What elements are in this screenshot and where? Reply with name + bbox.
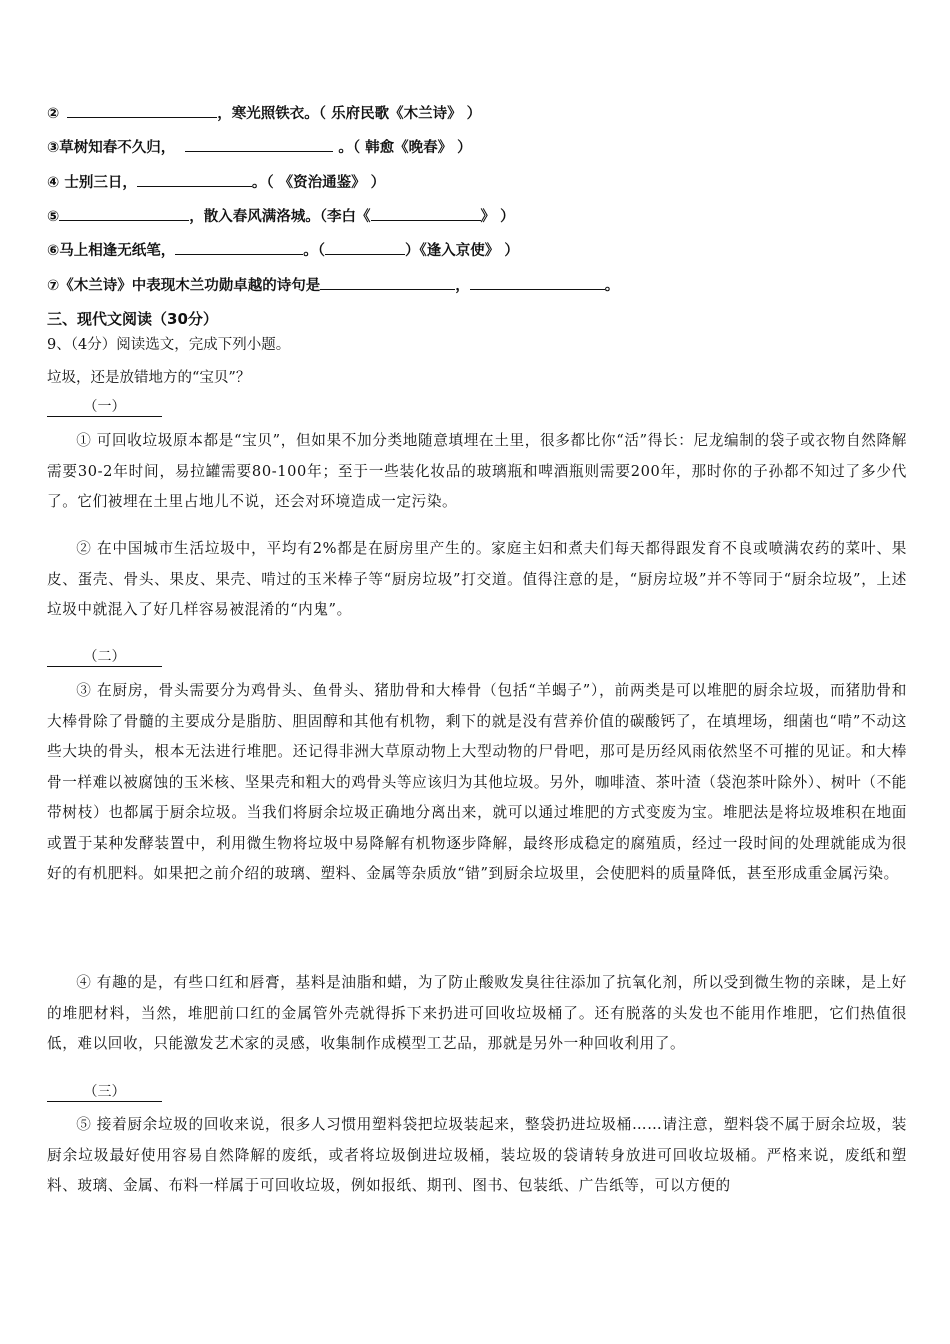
poem-item-text: 。（ 《资治通鉴》 ） xyxy=(251,175,386,191)
poem-item-lead: ⑤ xyxy=(47,209,60,225)
paragraph-5: ⑤ 接着厨余垃圾的回收来说，很多人习惯用塑料袋把垃圾装起来，整袋扔进垃圾桶……请注意，塑料袋不属于厨余垃圾，装厨余垃圾最好使用容易自然降解的废纸，或者将垃圾倒进垃圾桶，装垃圾的袋请转身放进可回收垃圾桶。严格来说，废纸和塑料、玻璃、金属、布料一样属于可回收垃圾，例如报纸、期刊、图书、包装纸、广告纸等，可以方便的 xyxy=(47,1116,907,1194)
poem-item-lead: ⑦《木兰诗》中表现木兰功勋卓越的诗句是 xyxy=(47,278,321,294)
answer-blank[interactable] xyxy=(185,137,333,152)
poem-item-5 xyxy=(47,205,515,226)
answer-blank[interactable] xyxy=(175,240,303,255)
poem-item-4 xyxy=(47,171,385,192)
poem-item-text: ， xyxy=(455,278,470,294)
poem-item-7 xyxy=(47,274,619,295)
poem-item-text: ，寒光照铁衣。（ 乐府民歌《木兰诗》 ） xyxy=(217,106,482,122)
poem-item-lead: ③草树知春不久归， xyxy=(47,140,176,156)
poem-item-lead: ② xyxy=(47,106,60,122)
answer-blank[interactable] xyxy=(137,172,252,187)
paragraph-3: ③ 在厨房，骨头需要分为鸡骨头、鱼骨头、猪肋骨和大棒骨（包括“羊蝎子”），前两类是可以堆肥的厨余垃圾，而猪肋骨和大棒骨除了骨髓的主要成分是脂肪、胆固醇和其他有机物，剩下的就是没有营养价值的碳酸钙了，在填埋场，细菌也“啃”不动这些大块的骨头，根本无法进行堆肥。还记得非洲大草原动物上大型动物的尸骨吧，那可是历经风雨依然坚不可摧的见证。和大棒骨一样难以被腐蚀的玉米核、坚果壳和粗大的鸡骨头等应该归为其他垃圾。另外，咖啡渣、茶叶渣（袋泡茶叶除外）、树叶（不能带树枝）也都属于厨余垃圾。当我们将厨余垃圾正确地分离出来，就可以通过堆肥的方式变废为宝。堆肥法是将垃圾堆积在地面或置于某种发酵装置中，利用微生物将垃圾中易降解有机物逐步降解，最终形成稳定的腐殖质，经过一段时间的处理就能成为很好的有机肥料。如果把之前介绍的玻璃、塑料、金属等杂质放“错”到厨余垃圾里，会使肥料的质量降低，甚至形成重金属污染。 xyxy=(47,682,907,882)
answer-blank[interactable] xyxy=(59,206,189,221)
poem-item-lead: ⑥马上相逢无纸笔， xyxy=(47,243,176,259)
poem-item-6 xyxy=(47,239,519,260)
paragraph-4: ④ 有趣的是，有些口红和唇膏，基料是油脂和蜡，为了防止酸败发臭往往添加了抗氧化剂，所以受到微生物的亲睐，是上好的堆肥材料，当然，堆肥前口红的金属管外壳就得拆下来扔进可回收垃圾桶了。还有脱落的头发也不能用作堆肥，它们热值很低，难以回收，只能激发艺术家的灵感，收集制作成模型工艺品，那就是另外一种回收利用了。 xyxy=(47,974,907,1052)
poem-item-2 xyxy=(47,102,481,123)
poem-item-text: 。 xyxy=(604,278,620,294)
answer-blank[interactable] xyxy=(325,240,405,255)
answer-blank[interactable] xyxy=(320,275,455,290)
answer-blank[interactable] xyxy=(470,275,605,290)
section-marker-2: （二） xyxy=(47,648,162,667)
paragraph-1: ① 可回收垃圾原本都是“宝贝”，但如果不加分类地随意填埋在土里，很多都比你“活”得长：尼龙编制的袋子或衣物自然降解需要30-2年时间，易拉罐需要80-100年；至于一些装化妆品的玻璃瓶和啤酒瓶则需要200年，那时你的子孙都不知过了多少代了。它们被埋在土里占地儿不说，还会对环境造成一定污染。 xyxy=(47,432,907,510)
poem-item-text: ）《逢入京使》 ） xyxy=(405,243,519,259)
poem-item-3 xyxy=(47,136,472,157)
section-marker-1: （一） xyxy=(47,398,162,417)
answer-blank[interactable] xyxy=(67,103,217,118)
section-heading: 三、现代文阅读（30分） xyxy=(47,310,218,328)
section-marker-3: （三） xyxy=(47,1083,162,1102)
poem-item-text: 。（ xyxy=(303,243,326,259)
question-prompt: 9、（4分）阅读选文，完成下列小题。 xyxy=(47,337,291,353)
poem-item-text: 。（ 韩愈《晚春》 ） xyxy=(333,140,472,156)
poem-item-text: 》 ） xyxy=(480,209,515,225)
article-title: 垃圾，还是放错地方的“宝贝”？ xyxy=(47,370,251,386)
poem-item-lead: ④ 士别三日， xyxy=(47,175,137,191)
paragraph-2: ② 在中国城市生活垃圾中，平均有2%都是在厨房里产生的。家庭主妇和煮夫们每天都得跟发育不良或喷满农药的菜叶、果皮、蛋壳、骨头、果皮、果壳、啃过的玉米棒子等“厨房垃圾”打交道。值得注意的是，“厨房垃圾”并不等同于“厨余垃圾”，上述垃圾中就混入了好几样容易被混淆的“内鬼”。 xyxy=(47,540,907,618)
poem-item-text: ，散入春风满洛城。（李白《 xyxy=(189,209,371,225)
answer-blank[interactable] xyxy=(371,206,481,221)
